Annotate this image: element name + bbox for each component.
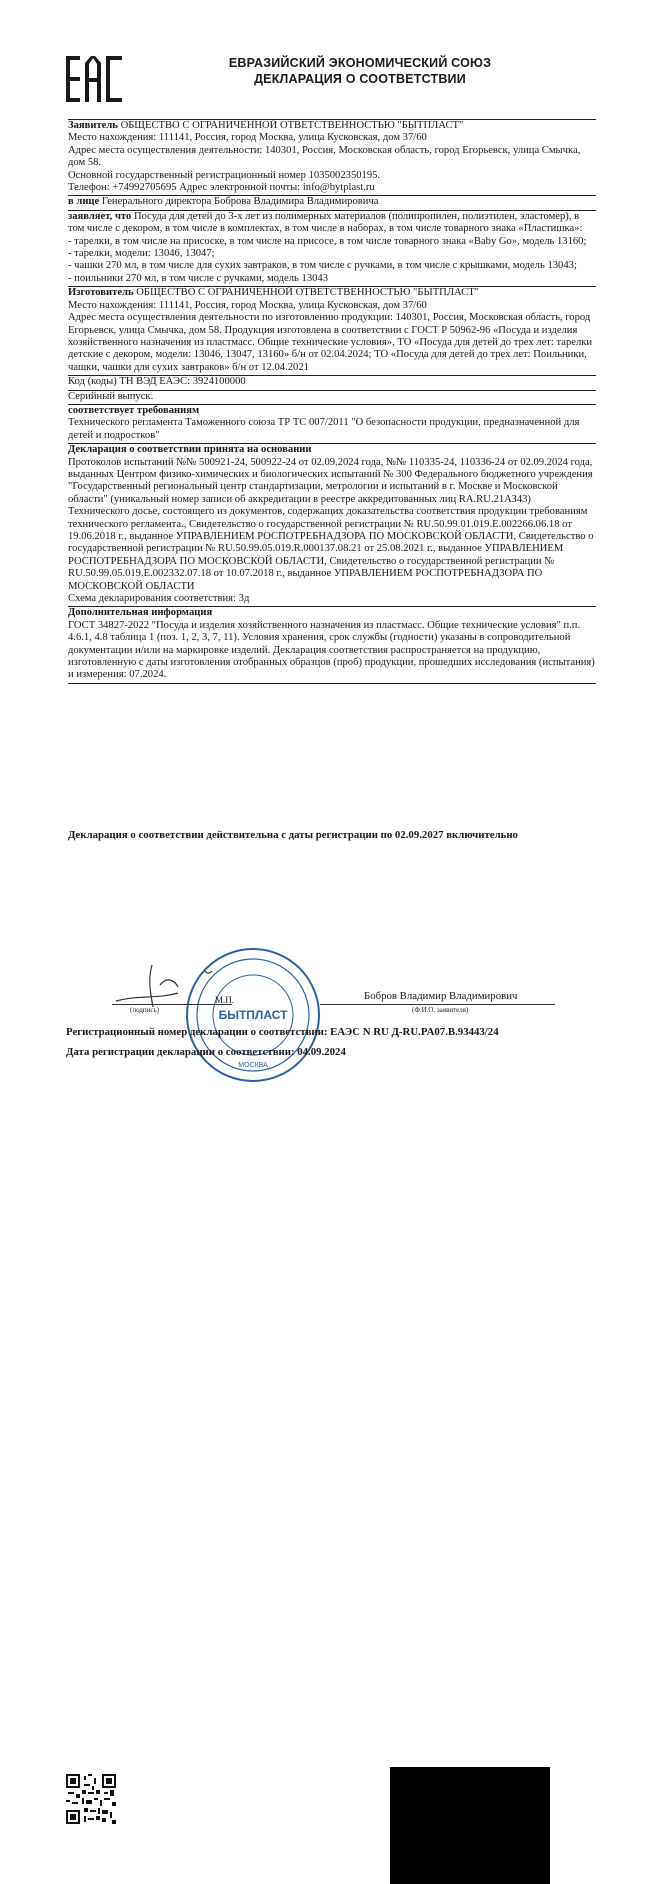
conformity-text: Технического регламента Таможенного союза ТР ТС 007/2011 "О безопасности продукции, предназначенной для детей и подростков" bbox=[68, 417, 580, 441]
manufacturer-name: ОБЩЕСТВО С ОГРАНИЧЕННОЙ ОТВЕТСТВЕННОСТЬЮ "БЫТПЛАСТ" bbox=[136, 287, 479, 299]
applicant-activity-address: Адрес места осуществления деятельности: 140301, Россия, Московская область, город Егорьевск, улица Смычка, дом 58. bbox=[68, 144, 581, 169]
product-item: - чашки 270 мл, в том числе для сухих завтраков, в том числе с ручками, в том числе с крышками, модель 13043; bbox=[68, 260, 577, 272]
applicant-ogrn: Основной государственный регистрационный номер 1035002350195. bbox=[68, 169, 381, 181]
registration-number: Регистрационный номер декларации о соответствии: ЕАЭС N RU Д-RU.PA07.B.93443/24 bbox=[66, 1026, 499, 1038]
basis-title: Декларация о соответствии принята на основании bbox=[68, 444, 312, 456]
applicant-contacts: Телефон: +74992705695 Адрес электронной почты: info@bytplast.ru bbox=[68, 182, 375, 194]
signer-caption: (Ф.И.О. заявителя) bbox=[412, 1006, 469, 1014]
stamp-city-text: МОСКВА bbox=[238, 1062, 268, 1069]
tnved-code: Код (коды) ТН ВЭД ЕАЭС: 3924100000 bbox=[68, 376, 246, 388]
signature-caption: (подпись) bbox=[130, 1006, 160, 1014]
product-item: - тарелки, модели: 13046, 13047; bbox=[68, 248, 215, 260]
conformity-title: соответствует требованиям bbox=[68, 404, 200, 416]
applicant-block bbox=[68, 119, 596, 196]
release-type: Серийный выпуск. bbox=[68, 390, 154, 402]
basis-block bbox=[68, 444, 596, 607]
union-title: ЕВРАЗИЙСКИЙ ЭКОНОМИЧЕСКИЙ СОЮЗ bbox=[228, 56, 492, 70]
manufacturer-location: Место нахождения: 111141, Россия, город Москва, улица Кусковская, дом 37/60 bbox=[68, 299, 427, 311]
applicant-name: ОБЩЕСТВО С ОГРАНИЧЕННОЙ ОТВЕТСТВЕННОСТЬЮ "БЫТПЛАСТ" bbox=[120, 120, 464, 131]
product-item: - тарелки, в том числе на присоске, в том числе на присосе, в том числе товарного знака «Baby Go», модель 13160; bbox=[68, 235, 587, 247]
declares-intro: Посуда для детей до 3-х лет из полимерных материалов (полипропилен, полиэтилен, эластомер), в том числе с декором, в том числе в комплектах, в том числе в наборах, в том числе товарного знака «Пластишка»: bbox=[68, 210, 583, 235]
representative-label: в лице bbox=[68, 196, 100, 208]
product-item: - поильники 270 мл, в том числе с ручками, модель 13043 bbox=[68, 272, 329, 284]
additional-block bbox=[68, 607, 596, 683]
applicant-label: Заявитель bbox=[68, 120, 118, 131]
basis-dossier: Технического досье, состоящего из документов, содержащих доказательства соответствия продукции требованиям технического регламента., Свидетельство о государственной регистрации № RU.50.99.01.019.E.002266.06.18 от 19.06.2018 г., выданное УПРАВЛЕНИЕМ РОСПОТРЕБНАДЗОРА ПО МОСКОВСКОЙ ОБЛАСТИ, Свидетельство о государственной регистрации № RU.50.99.05.019.R.000137.08.21 от 25.08.2021 г., выданное УПРАВЛЕНИЕМ РОСПОТРЕБНАДЗОРА ПО МОСКОВСКОЙ ОБЛАСТИ, Свидетельство о государственной регистрации № RU.50.99.05.019.E.002332.07.18 от 10.07.2018 г., выданное УПРАВЛЕНИЕМ РОСПОТРЕБНАДЗОРА ПО МОСКОВСКОЙ ОБЛАСТИ bbox=[68, 506, 594, 592]
additional-text: ГОСТ 34827-2022 "Посуда и изделия хозяйственного назначения из пластмасс. Общие технические условия" п.п. 4.6.1, 4.8 таблица 1 (поз. 1, 2, 3, 7, 11). Условия хранения, срок службы (годности) указаны в сопроводительной документации и/или на маркировке изделий. Декларация соответствия распространяется на продукцию, изготовленную с даты изготовления отобранных образцов (проб) продукции, прошедших исследования (испытания) и измерения: 07.2024. bbox=[68, 619, 595, 681]
manufacturer-block bbox=[68, 287, 596, 376]
conformity-block bbox=[68, 405, 596, 444]
representative-text: Генерального директора Боброва Владимира Владимировича bbox=[101, 196, 379, 208]
header-titles bbox=[150, 55, 570, 87]
declares-label: заявляет, что bbox=[68, 210, 132, 222]
additional-title: Дополнительная информация bbox=[68, 607, 213, 619]
company-stamp bbox=[183, 945, 323, 1085]
registration-date: Дата регистрации декларации о соответствии: 04.09.2024 bbox=[66, 1046, 346, 1058]
manufacturer-details: Адрес места осуществления деятельности по изготовлению продукции: 140301, Россия, Московская область, город Егорьевск, улица Смычка, дом 58. Продукция изготовлена в соответствии с ГОСТ Р 50962-96 «Посуда и изделия хозяйственного назначения из пластмасс. Общие технические условия», ТО «Посуда для детей до трех лет: тарелки детские с декором, модели: 13046, 13047, 13160» б/н от 02.04.2024; ТО «Посуда для детей до трех лет: Поильники, чашки, чашки для сухих завтраков» б/н от 12.04.2021 bbox=[68, 312, 593, 373]
signer-name: Бобров Владимир Владимирович bbox=[364, 990, 518, 1002]
applicant-location: Место нахождения: 111141, Россия, город Москва, улица Кусковская, дом 37/60 bbox=[68, 132, 427, 144]
signature-line bbox=[112, 1004, 232, 1005]
declaration-body bbox=[68, 119, 596, 684]
stamp-logo-text: БЫТПЛАСТ bbox=[218, 1008, 288, 1022]
basis-scheme: Схема декларирования соответствия: 3д bbox=[68, 593, 250, 605]
stamp-caption: М.П. bbox=[215, 995, 235, 1005]
release-block bbox=[68, 391, 596, 405]
qr-code-icon bbox=[66, 1774, 116, 1824]
validity-statement: Декларация о соответствии действительна с даты регистрации по 02.09.2027 включительно bbox=[68, 829, 518, 841]
signer-line bbox=[320, 1004, 555, 1005]
representative-block bbox=[68, 196, 596, 210]
manufacturer-label: Изготовитель bbox=[68, 287, 134, 299]
tnved-block bbox=[68, 376, 596, 390]
basis-protocols: Протоколов испытаний №№ 500921-24, 500922-24 от 02.09.2024 года, №№ 110335-24, 110336-24 от 02.09.2024 года, выданных Центром физико-химических и биологических испытаний № 300 Федерального бюджетного учреждения "Государственный региональный центр стандартизации, метрологии и испытаний в г. Москве и Московской области" (уникальный номер записи об аккредитации в реестре аккредитованных лиц RA.RU.21АЗ43) bbox=[68, 456, 593, 505]
declares-block bbox=[68, 211, 596, 287]
document-title: ДЕКЛАРАЦИЯ О СООТВЕТСТВИИ bbox=[254, 72, 466, 86]
eac-logo-icon bbox=[64, 54, 126, 104]
redacted-block bbox=[390, 1767, 550, 1884]
